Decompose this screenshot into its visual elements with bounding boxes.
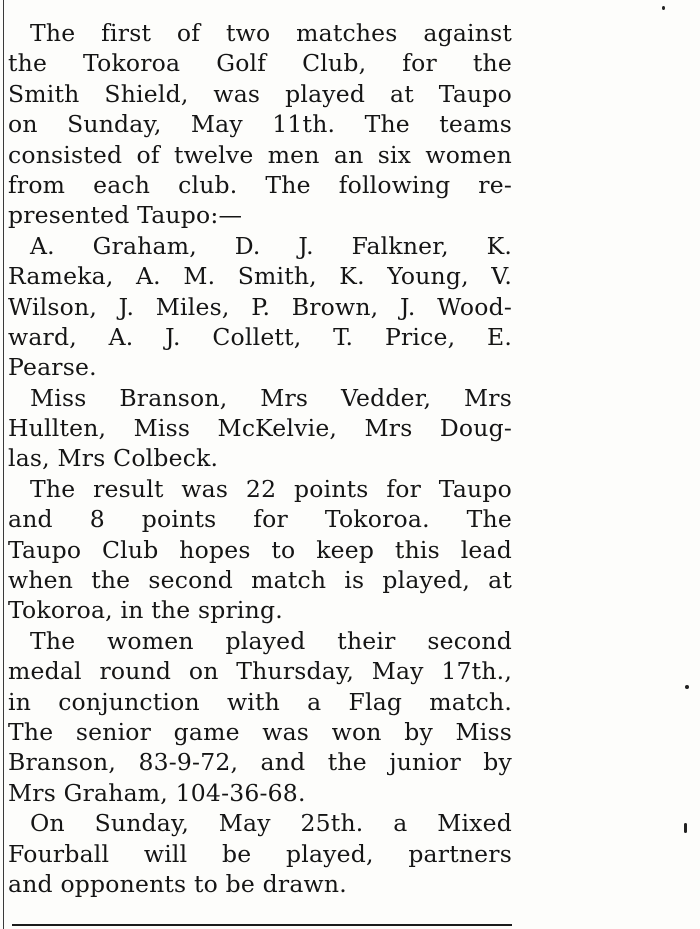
text-line: las, Mrs Colbeck. xyxy=(8,444,219,473)
text-line: consisted of twelve men an six women xyxy=(8,140,512,169)
ink-speck xyxy=(662,6,665,10)
paragraph-women-team xyxy=(8,383,512,474)
text-line: On Sunday, May 25th. a Mixed xyxy=(30,809,512,838)
paragraph-fourball xyxy=(8,808,512,899)
text-line: The senior game was won by Miss xyxy=(8,717,512,746)
text-line: Smith Shield, was played at Taupo xyxy=(8,79,512,108)
text-line: presented Taupo:— xyxy=(8,201,243,230)
text-line: Pearse. xyxy=(8,353,97,382)
paragraph-medal-round xyxy=(8,626,512,808)
paragraph-result xyxy=(8,474,512,626)
text-line: from each club. The following re- xyxy=(8,170,512,199)
text-line: the Tokoroa Golf Club, for the xyxy=(8,49,512,78)
text-line: Tokoroa, in the spring. xyxy=(8,596,283,625)
text-line: Miss Branson, Mrs Vedder, Mrs xyxy=(30,383,512,412)
text-line: medal round on Thursday, May 17th., xyxy=(8,657,512,686)
text-line: The first of two matches against xyxy=(30,19,512,47)
article-column xyxy=(8,18,512,899)
text-line: Wilson, J. Miles, P. Brown, J. Wood- xyxy=(8,292,512,321)
ink-speck xyxy=(684,823,687,833)
text-line: and opponents to be drawn. xyxy=(8,869,347,898)
text-line: The women played their second xyxy=(30,626,512,655)
text-line: Fourball will be played, partners xyxy=(8,839,512,868)
text-line: in conjunction with a Flag match. xyxy=(8,687,512,716)
paragraph-intro xyxy=(8,18,512,231)
text-line: The result was 22 points for Taupo xyxy=(30,474,512,503)
text-line: on Sunday, May 11th. The teams xyxy=(8,110,512,139)
text-line: and 8 points for Tokoroa. The xyxy=(8,505,512,534)
text-line: Mrs Graham, 104-36-68. xyxy=(8,778,306,807)
paragraph-men-team xyxy=(8,231,512,383)
ink-speck xyxy=(685,685,689,689)
text-line: Rameka, A. M. Smith, K. Young, V. xyxy=(8,262,512,291)
text-line: Taupo Club hopes to keep this lead xyxy=(8,535,512,564)
text-line: A. Graham, D. J. Falkner, K. xyxy=(30,231,512,260)
column-divider-rule xyxy=(3,0,4,929)
bottom-rule xyxy=(12,924,512,926)
text-line: Hullten, Miss McKelvie, Mrs Doug- xyxy=(8,414,512,443)
text-line: Branson, 83-9-72, and the junior by xyxy=(8,748,512,777)
text-line: ward, A. J. Collett, T. Price, E. xyxy=(8,322,512,351)
text-line: when the second match is played, at xyxy=(8,566,512,595)
